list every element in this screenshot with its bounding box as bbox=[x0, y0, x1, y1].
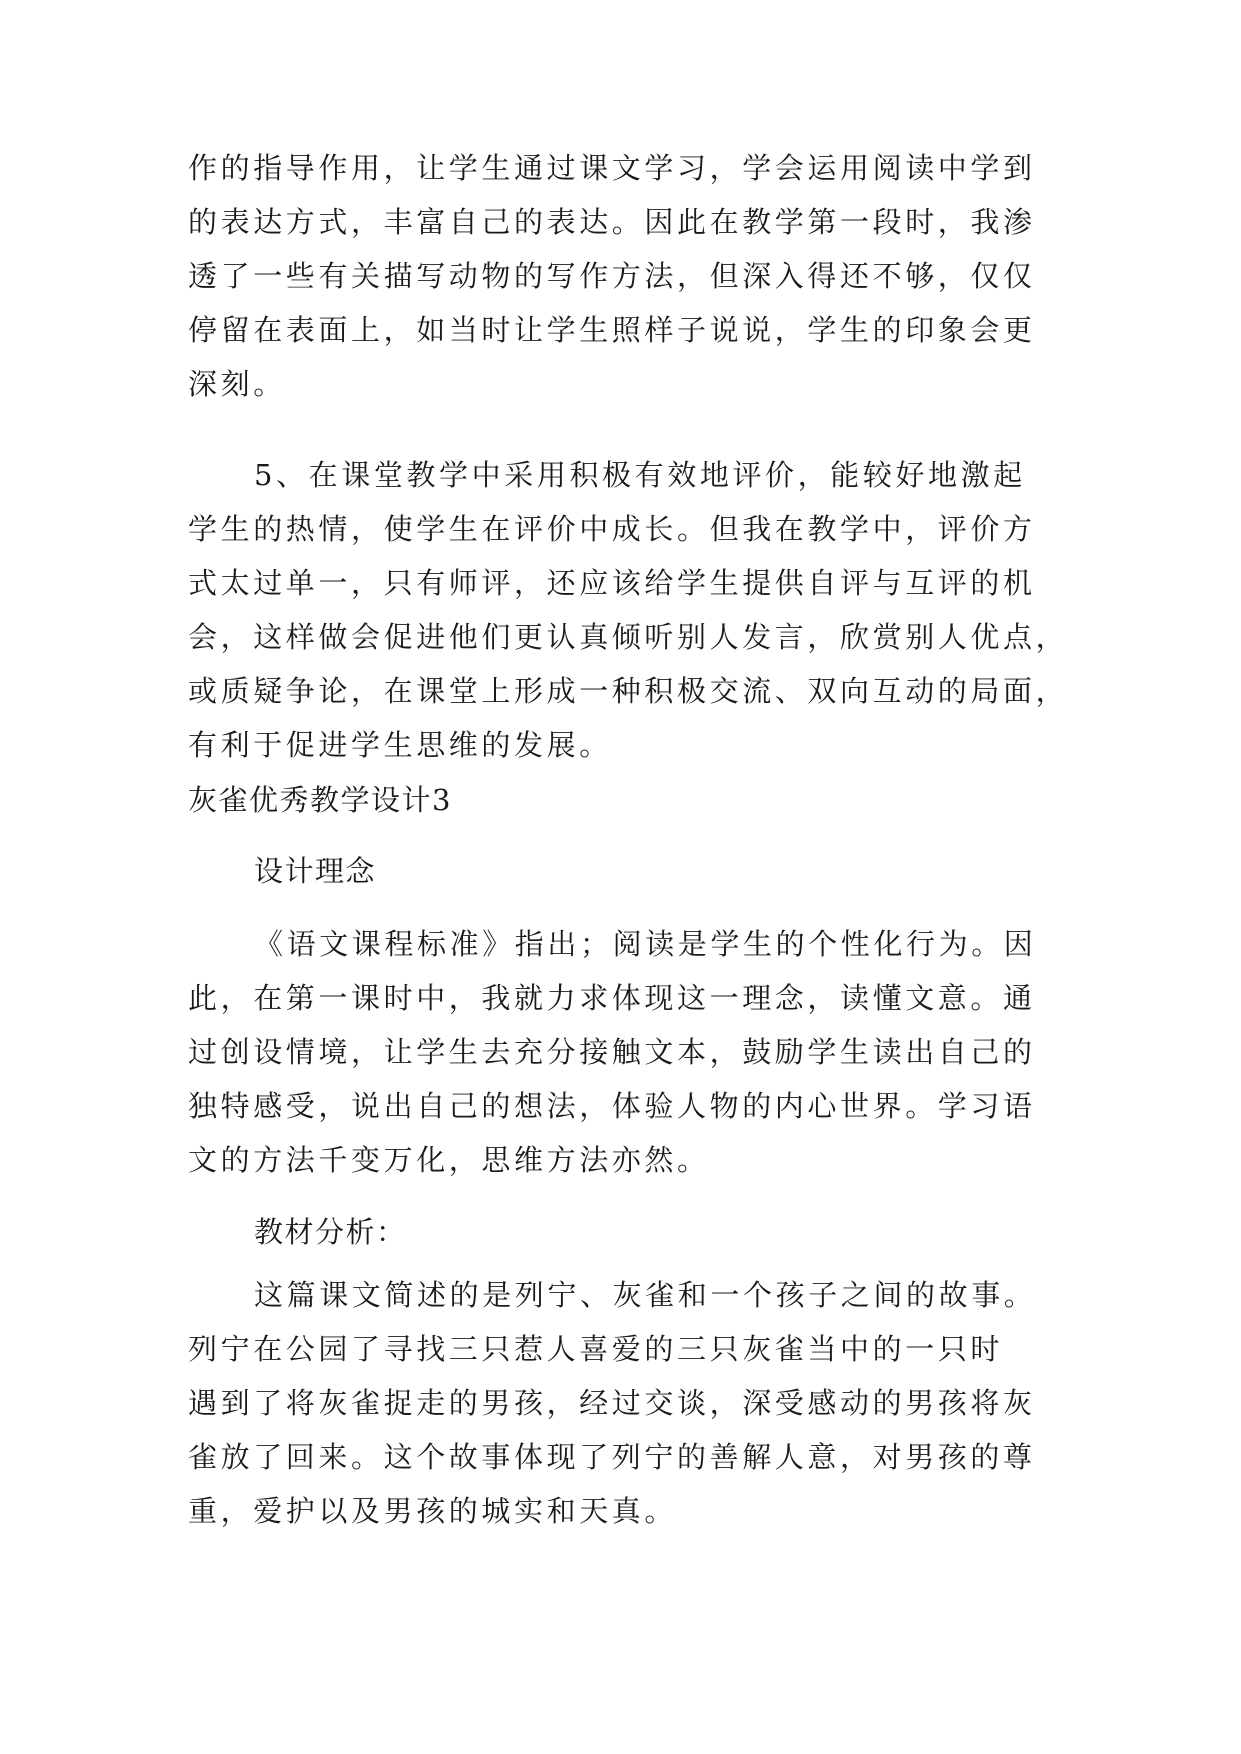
text-line: 的表达方式，丰富自己的表达。因此在教学第一段时，我渗 bbox=[188, 205, 1036, 239]
section-title: 灰雀优秀教学设计3 bbox=[188, 783, 452, 817]
text-line: 文的方法千变万化，思维方法亦然。 bbox=[188, 1143, 710, 1177]
paragraph-first-line: 这篇课文简述的是列宁、灰雀和一个孩子之间的故事。 bbox=[254, 1278, 1037, 1312]
text-line: 遇到了将灰雀捉走的男孩，经过交谈，深受感动的男孩将灰 bbox=[188, 1386, 1036, 1420]
text-line: 或质疑争论，在课堂上形成一种积极交流、双向互动的局面， bbox=[188, 674, 1069, 708]
text-line: 停留在表面上，如当时让学生照样子说说，学生的印象会更 bbox=[188, 313, 1036, 347]
subheading-material-analysis: 教材分析： bbox=[254, 1215, 407, 1249]
text-line: 有利于促进学生思维的发展。 bbox=[188, 728, 612, 762]
text-line: 列宁在公园了寻找三只惹人喜爱的三只灰雀当中的一只时 bbox=[188, 1332, 1004, 1366]
text-line: 过创设情境，让学生去充分接触文本，鼓励学生读出自己的 bbox=[188, 1035, 1036, 1069]
subheading-design-concept: 设计理念 bbox=[254, 854, 377, 888]
text-line: 独特感受，说出自己的想法，体验人物的内心世界。学习语 bbox=[188, 1089, 1036, 1123]
text-line: 学生的热情，使学生在评价中成长。但我在教学中，评价方 bbox=[188, 512, 1036, 546]
text-line: 作的指导作用，让学生通过课文学习，学会运用阅读中学到 bbox=[188, 151, 1036, 185]
text-line: 深刻。 bbox=[188, 367, 286, 401]
text-line: 会，这样做会促进他们更认真倾听别人发言，欣赏别人优点， bbox=[188, 620, 1069, 654]
text-line: 雀放了回来。这个故事体现了列宁的善解人意，对男孩的尊 bbox=[188, 1440, 1036, 1474]
text-line: 重，爱护以及男孩的城实和天真。 bbox=[188, 1494, 678, 1528]
text-line: 式太过单一，只有师评，还应该给学生提供自评与互评的机 bbox=[188, 566, 1036, 600]
text-line: 透了一些有关描写动物的写作方法，但深入得还不够，仅仅 bbox=[188, 259, 1036, 293]
text-line: 此，在第一课时中，我就力求体现这一理念，读懂文意。通 bbox=[188, 981, 1036, 1015]
paragraph-first-line: 《语文课程标准》指出；阅读是学生的个性化行为。因 bbox=[254, 927, 1037, 961]
paragraph-first-line: 5、在课堂教学中采用积极有效地评价，能较好地激起 bbox=[254, 458, 1026, 492]
